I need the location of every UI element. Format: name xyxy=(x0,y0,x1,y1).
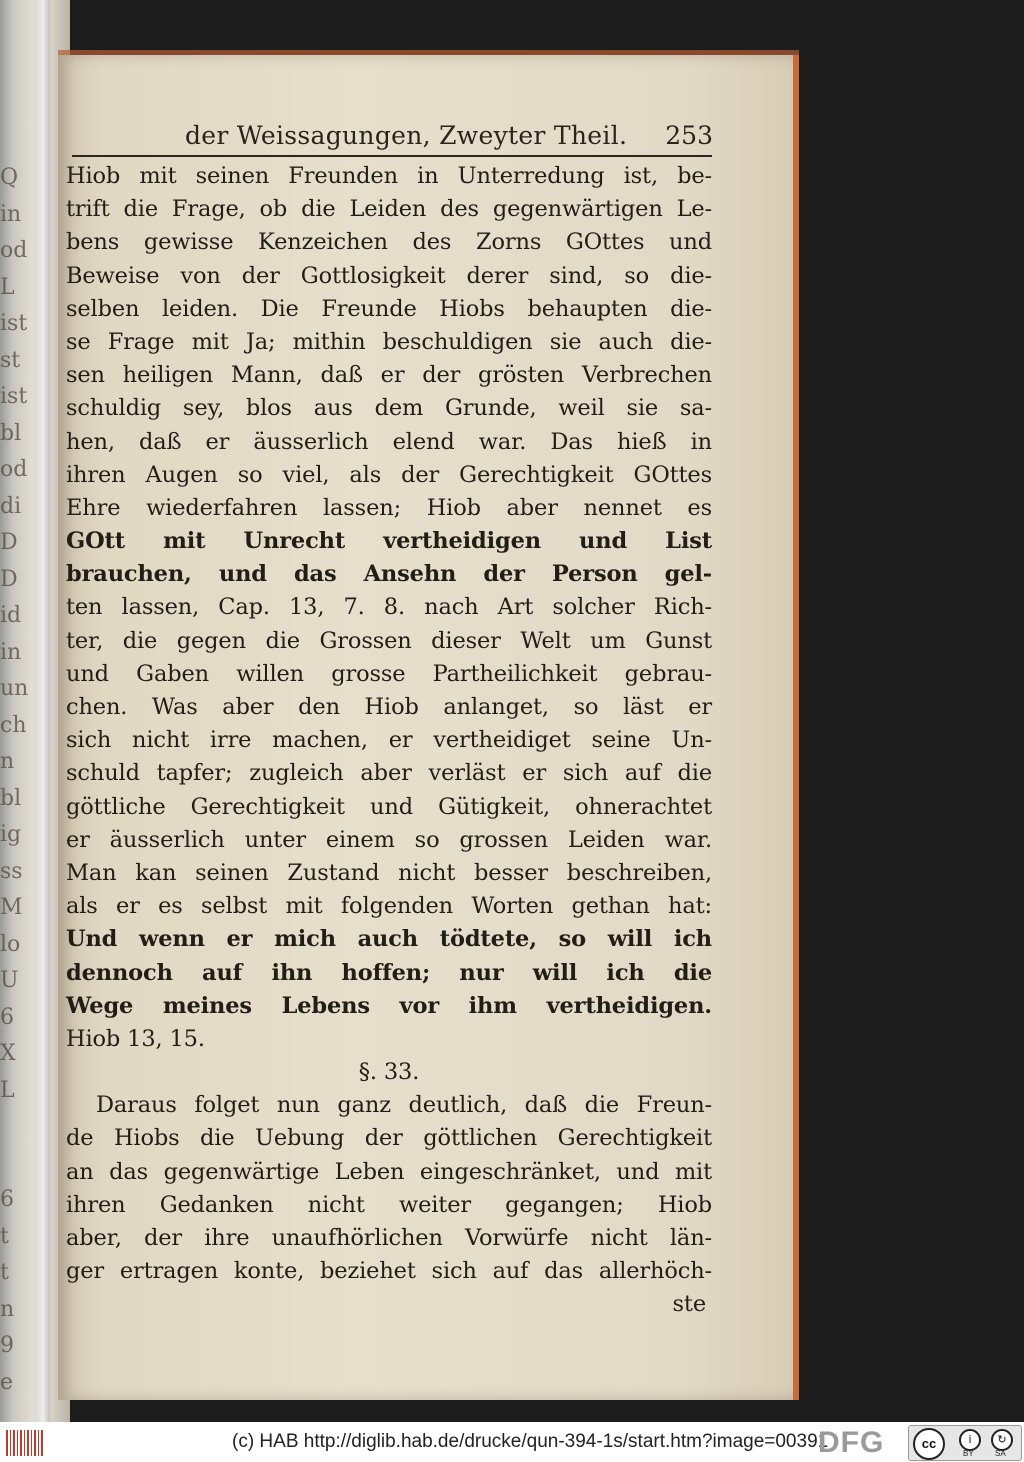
text-line: de Hiobs die Uebung der göttlichen Gerechtigkeit xyxy=(66,1125,712,1152)
cc-license-badge[interactable] xyxy=(908,1425,1022,1461)
text-line: ihren Gedanken nicht weiter gegangen; Hiob xyxy=(66,1191,712,1218)
section-mark: §. 33. xyxy=(358,1059,420,1086)
text-line: sich nicht irre machen, er vertheidiget seine Un- xyxy=(66,727,712,754)
text-line: göttliche Gerechtigkeit und Gütigkeit, ohnerachtet xyxy=(66,793,712,820)
text-line: aber, der ihre unaufhörlichen Vorwürfe nicht län- xyxy=(66,1225,712,1251)
text-line: Ehre wiederfahren lassen; Hiob aber nennet es xyxy=(66,494,712,521)
attribution-icon: i xyxy=(959,1429,981,1451)
text-line: Hiob mit seinen Freunden in Unterredung ist, be- xyxy=(66,163,712,189)
catchword: ste xyxy=(672,1291,706,1318)
text-line: trift die Frage, ob die Leiden des gegenwärtigen Le- xyxy=(66,196,712,223)
text-line: Beweise von der Gottlosigkeit derer sind, so die- xyxy=(66,262,712,289)
text-line: se Frage mit Ja; mithin beschuldigen sie auch die- xyxy=(66,328,712,355)
body-text xyxy=(66,160,712,1322)
barcode-icon xyxy=(6,1430,44,1456)
emphasis-line: Wege meines Lebens vor ihm vertheidigen. xyxy=(66,992,712,1019)
emphasis-line: GOtt mit Unrecht vertheidigen und List xyxy=(66,528,712,555)
text-line: ihren Augen so viel, als der Gerechtigkeit GOttes xyxy=(66,461,712,488)
text-line: an das gegenwärtige Leben eingeschränket, und mit xyxy=(66,1158,712,1185)
header-rule xyxy=(72,155,712,157)
page-number: 253 xyxy=(665,121,713,150)
creative-commons-icon: cc xyxy=(913,1428,945,1460)
text-line: Daraus folget nun ganz deutlich, daß die Freun- xyxy=(96,1092,712,1119)
text-line: sen heiligen Mann, daß er der grösten Verbrechen xyxy=(66,362,712,389)
sa-label: SA xyxy=(995,1449,1006,1458)
text-line: bens gewisse Kenzeichen des Zorns GOttes und xyxy=(66,229,712,256)
emphasis-line: dennoch auf ihn hoffen; nur will ich die xyxy=(66,959,712,986)
previous-page-text-bleed: Q in od L ist st ist bl od di D D id in un ch n bl ig ss M lo U 6 X L 6 t t n 9 e xyxy=(0,165,29,1395)
emphasis-line: Und wenn er mich auch tödtete, so will ich xyxy=(66,926,712,953)
text-line: selben leiden. Die Freunde Hiobs behaupten die- xyxy=(66,295,712,322)
running-title: der Weissagungen, Zweyter Theil. xyxy=(185,121,628,150)
text-line: er äusserlich unter einem so grossen Leiden war. xyxy=(66,826,712,853)
viewer-footer xyxy=(0,1422,1024,1462)
text-line: schuld tapfer; zugleich aber verläst er sich auf die xyxy=(66,760,712,787)
text-line: ger ertragen konte, beziehet sich auf das allerhöch- xyxy=(66,1258,712,1285)
text-line: ten lassen, Cap. 13, 7. 8. nach Art solcher Rich- xyxy=(66,594,712,621)
by-label: BY xyxy=(963,1449,974,1458)
text-line: hen, daß er äusserlich elend war. Das hieß in xyxy=(66,428,712,455)
running-head xyxy=(185,117,713,157)
copyright-link[interactable]: (c) HAB http://diglib.hab.de/drucke/qun-394-1s/start.htm?image=00391 xyxy=(232,1431,829,1452)
text-line: Man kan seinen Zustand nicht besser beschreiben, xyxy=(66,859,712,886)
text-line: chen. Was aber den Hiob anlanget, so läst er xyxy=(66,694,712,720)
text-line: schuldig sey, blos aus dem Grunde, weil sie sa- xyxy=(66,395,712,422)
emphasis-line: brauchen, und das Ansehn der Person gel- xyxy=(66,561,712,588)
share-alike-icon: ↻ xyxy=(991,1429,1013,1451)
citation-line: Hiob 13, 15. xyxy=(66,1025,205,1052)
text-line: ter, die gegen die Grossen dieser Welt um Gunst xyxy=(66,627,712,654)
text-line: und Gaben willen grosse Partheilichkeit gebrau- xyxy=(66,660,712,687)
text-line: als er es selbst mit folgenden Worten gethan hat: xyxy=(66,893,712,920)
dfg-logo: DFG xyxy=(818,1426,885,1459)
